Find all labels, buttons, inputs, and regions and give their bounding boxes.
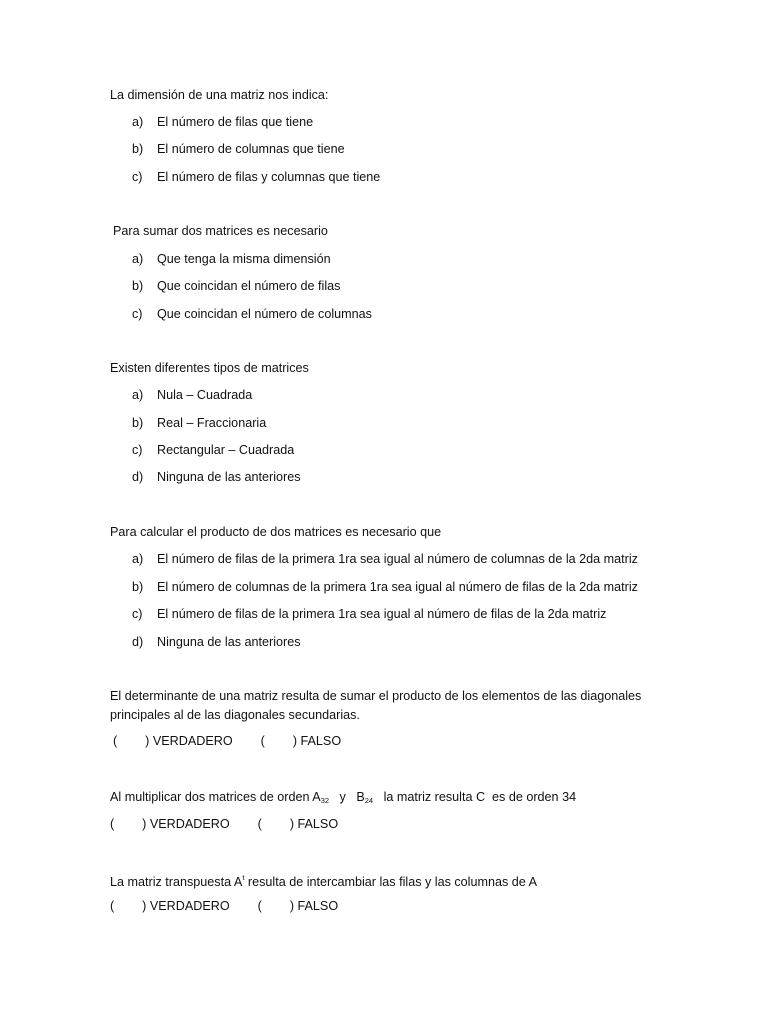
question-2-option-a-text: Que tenga la misma dimensión bbox=[157, 252, 331, 266]
question-4-stem: Para calcular el producto de dos matrices es necesario que bbox=[110, 525, 442, 539]
tf-2-text-middle: y B bbox=[329, 790, 365, 804]
tf-2-answer: ( ) VERDADERO ( ) FALSO bbox=[110, 817, 339, 831]
question-4-option-a-text: El número de filas de la primera 1ra sea igual al número de columnas de la 2da matriz bbox=[157, 552, 638, 566]
question-3-option-a-letter: a) bbox=[132, 388, 144, 402]
tf-2-text-before: Al multiplicar dos matrices de orden A bbox=[110, 790, 321, 804]
question-3-option-c-letter: c) bbox=[132, 443, 143, 457]
question-4-option-d-letter: d) bbox=[132, 635, 144, 649]
question-1-option-b-text: El número de columnas que tiene bbox=[157, 142, 345, 156]
question-4-option-b-text: El número de columnas de la primera 1ra sea igual al número de filas de la 2da matriz bbox=[157, 580, 638, 594]
question-2-option-b-text: Que coincidan el número de filas bbox=[157, 279, 341, 293]
question-4-option-c-letter: c) bbox=[132, 607, 143, 621]
tf-3-statement bbox=[110, 870, 537, 890]
tf-3-text-before: La matriz transpuesta A bbox=[110, 875, 243, 889]
question-4-option-d-text: Ninguna de las anteriores bbox=[157, 635, 301, 649]
question-1-stem: La dimensión de una matriz nos indica: bbox=[110, 88, 329, 102]
tf-3-answer: ( ) VERDADERO ( ) FALSO bbox=[110, 899, 339, 913]
question-1-option-c-text: El número de filas y columnas que tiene bbox=[157, 170, 381, 184]
question-4-option-c-text: El número de filas de la primera 1ra sea igual al número de filas de la 2da matriz bbox=[157, 607, 607, 621]
question-3-stem: Existen diferentes tipos de matrices bbox=[110, 361, 309, 375]
tf-2-statement bbox=[110, 789, 576, 809]
tf-2-text-after: la matriz resulta C es de orden 34 bbox=[373, 790, 577, 804]
question-1-option-c-letter: c) bbox=[132, 170, 143, 184]
question-3-option-b-text: Real – Fraccionaria bbox=[157, 416, 267, 430]
question-1-option-a-letter: a) bbox=[132, 115, 144, 129]
tf-1-answer: ( ) VERDADERO ( ) FALSO bbox=[113, 734, 342, 748]
question-3-option-b-letter: b) bbox=[132, 416, 144, 430]
question-3-option-d-letter: d) bbox=[132, 470, 144, 484]
tf-2-subscript-a: 32 bbox=[320, 796, 330, 805]
question-2-option-c-letter: c) bbox=[132, 307, 143, 321]
tf-1-statement: El determinante de una matriz resulta de sumar el producto de los elementos de las diagonales principales al de las diagonales secundarias. bbox=[110, 689, 642, 722]
question-2-option-a-letter: a) bbox=[132, 252, 144, 266]
question-3-option-d-text: Ninguna de las anteriores bbox=[157, 470, 301, 484]
tf-3-superscript: t bbox=[242, 873, 245, 882]
tf-2-subscript-b: 24 bbox=[364, 796, 374, 805]
tf-3-text-after: resulta de intercambiar las filas y las columnas de A bbox=[244, 875, 537, 889]
question-1-option-a-text: El número de filas que tiene bbox=[157, 115, 314, 129]
question-1-option-b-letter: b) bbox=[132, 142, 144, 156]
question-3-option-a-text: Nula – Cuadrada bbox=[157, 388, 253, 402]
question-2-stem: Para sumar dos matrices es necesario bbox=[113, 224, 328, 238]
question-3-option-c-text: Rectangular – Cuadrada bbox=[157, 443, 295, 457]
question-4-option-b-letter: b) bbox=[132, 580, 144, 594]
question-2-option-c-text: Que coincidan el número de columnas bbox=[157, 307, 372, 321]
question-4-option-a-letter: a) bbox=[132, 552, 144, 566]
question-2-option-b-letter: b) bbox=[132, 279, 144, 293]
